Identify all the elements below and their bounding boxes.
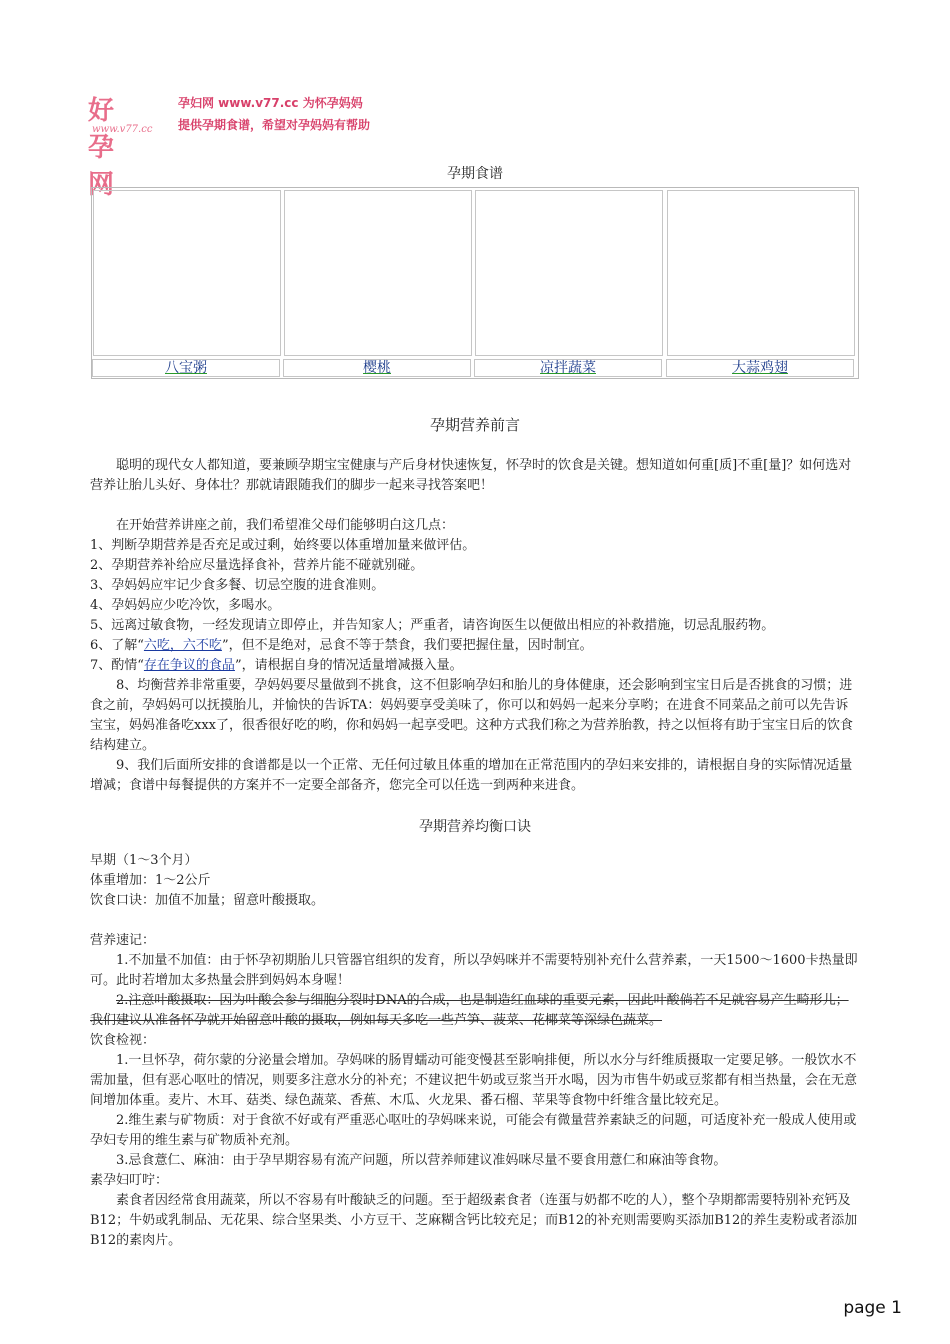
list-item-text: 6、了解“ xyxy=(90,638,144,653)
list-item: 1、判断孕期营养是否充足或过剩，始终要以体重增加量来做评估。 xyxy=(90,538,476,553)
list-item xyxy=(90,656,860,676)
recipe-caption xyxy=(474,359,662,377)
gallery-title: 孕期食谱 xyxy=(447,166,503,182)
note-paragraph: 2.维生素与矿物质：对于食欲不好或有严重恶心呕吐的孕妈咪来说，可能会有微量营养素缺乏的问题，可适度补充一般成人使用或孕妇专用的维生素与矿物质补充剂。 xyxy=(90,1113,857,1148)
recipe-image-slot[interactable] xyxy=(93,190,281,356)
section-body xyxy=(90,851,860,1251)
subheading: 素孕妇叮咛： xyxy=(90,1173,169,1188)
list-item-text: 7、酌情“ xyxy=(90,658,144,673)
section-title: 孕期营养均衡口诀 xyxy=(419,819,531,835)
recipe-link[interactable]: 大蒜鸡翅 xyxy=(732,360,788,376)
list-item: 2、孕期营养补给应尽量选择食补，营养片能不碰就别碰。 xyxy=(90,558,424,573)
list-item: 4、孕妈妈应少吃冷饮，多喝水。 xyxy=(90,598,281,613)
subheading: 营养速记： xyxy=(90,933,156,948)
recipe-gallery xyxy=(91,187,859,379)
list-item: 8、均衡营养非常重要，孕妈妈要尽量做到不挑食，这不但影响孕妇和胎儿的身体健康，还会影响到宝宝日后是否挑食的习惯；进食之前，孕妈妈可以抚摸胎儿，并愉快的告诉TA：妈妈要享受美味了，你可以和妈妈一起来分享哟；在进食不同菜品之前可以先告诉宝宝，妈妈准备吃xxx了，很香很好吃的哟，你和妈妈一起享受吧。这种方式我们称之为营养胎教，持之以恒将有助于宝宝日后的饮食结构建立。 xyxy=(90,678,853,753)
list-item: 3、孕妈妈应牢记少食多餐、切忌空腹的进食准则。 xyxy=(90,578,385,593)
recipe-link[interactable]: 凉拌蔬菜 xyxy=(540,360,596,376)
list-item: 5、远离过敏食物，一经发现请立即停止，并告知家人；严重者，请咨询医生以便做出相应的补救措施，切忌乱服药物。 xyxy=(90,618,775,633)
subheading: 饮食检视： xyxy=(90,1033,156,1048)
lead-paragraph: 在开始营养讲座之前，我们希望准父母们能够明白这几点： xyxy=(116,518,455,533)
list-item-text: ”，但不是绝对，忌食不等于禁食，我们要把握住量，因时制宜。 xyxy=(221,638,593,653)
recipe-image-slot[interactable] xyxy=(284,190,472,356)
recipe-link[interactable]: 樱桃 xyxy=(363,360,391,376)
weight-line: 体重增加：1～2公斤 xyxy=(90,873,211,888)
recipe-caption xyxy=(92,359,280,377)
note-paragraph: 3.忌食薏仁、麻油：由于孕早期容易有流产问题，所以营养师建议准妈咪尽量不要食用薏仁和麻油等食物。 xyxy=(116,1153,727,1168)
logo-tagline-1: 孕妇网 www.v77.cc 为怀孕妈妈 xyxy=(178,96,363,110)
recipe-caption xyxy=(666,359,854,377)
note-paragraph: 素食者因经常食用蔬菜，所以不容易有叶酸缺乏的问题。至于超级素食者（连蛋与奶都不吃的人），整个孕期都需要特别补充钙及B12；牛奶或乳制品、无花果、综合坚果类、小方豆干、芝麻糊含钙比较充足；而B12的补充则需要购买添加B12的养生麦粉或者添加B12的素肉片。 xyxy=(90,1193,858,1248)
list-item-text: ”，请根据自身的情况适量增减摄入量。 xyxy=(234,658,463,673)
logo-tagline-2: 提供孕期食谱，希望对孕妈妈有帮助 xyxy=(178,118,371,132)
list-item xyxy=(90,636,860,656)
recipe-image-slot[interactable] xyxy=(667,190,855,356)
six-eat-link[interactable]: 六吃，六不吃 xyxy=(143,638,222,653)
recipe-link[interactable]: 八宝粥 xyxy=(165,360,207,376)
recipe-image-slot[interactable] xyxy=(475,190,663,356)
note-paragraph: 1.一旦怀孕，荷尔蒙的分泌量会增加。孕妈咪的肠胃蠕动可能变慢甚至影响排便，所以水分与纤维质摄取一定要足够。一般饮水不需加量，但有恶心呕吐的情况，则要多注意水分的补充；不建议把牛奶或豆浆当开水喝，因为市售牛奶或豆浆都有相当热量，会在无意间增加体重。麦片、木耳、菇类、绿色蔬菜、香蕉、木瓜、火龙果、番石榴、苹果等食物中纤维含量比较充足。 xyxy=(90,1053,858,1108)
intro-paragraph: 聪明的现代女人都知道，要兼顾孕期宝宝健康与产后身材快速恢复，怀孕时的饮食是关键。想知道如何重[质]不重[量]？如何选对营养让胎儿头好、身体壮？那就请跟随我们的脚步一起来寻找答案吧！ xyxy=(90,458,852,493)
stage-line: 早期（1～3个月） xyxy=(90,853,198,868)
section-title: 孕期营养前言 xyxy=(429,416,520,434)
motto-line: 饮食口诀：加值不加量；留意叶酸摄取。 xyxy=(90,893,325,908)
note-paragraph: 2.注意叶酸摄取：因为叶酸会参与细胞分裂时DNA的合成，也是制造红血球的重要元素，因此叶酸倘若不足就容易产生畸形儿；我们建议从准备怀孕就开始留意叶酸的摄取，例如每天多吃一些芦笋、菠菜、花椰菜等深绿色蔬菜。 xyxy=(90,993,849,1028)
recipe-caption xyxy=(283,359,471,377)
section-body xyxy=(90,456,860,796)
note-paragraph: 1.不加量不加值：由于怀孕初期胎儿只管器官组织的发育，所以孕妈咪并不需要特别补充什么营养素，一天1500～1600卡热量即可。此时若增加太多热量会胖到妈妈本身喔！ xyxy=(90,953,858,988)
list-item: 9、我们后面所安排的食谱都是以一个正常、无任何过敏且体重的增加在正常范围内的孕妇来安排的，请根据自身的实际情况适量增减；食谱中每餐提供的方案并不一定要全部备齐，您完全可以任选一到两种来进食。 xyxy=(90,758,853,793)
logo-text: 好孕网 xyxy=(88,96,116,200)
controversial-food-link[interactable]: 存在争议的食品 xyxy=(143,658,235,673)
logo-url: www.v77.cc xyxy=(92,124,153,135)
page-number: page 1 xyxy=(843,1298,902,1318)
